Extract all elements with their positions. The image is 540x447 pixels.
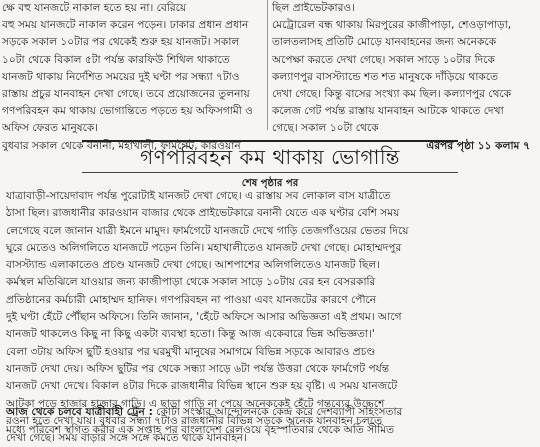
text-line: বুধবার সকাল থেকে বনানী, মহাখালী, ফার্মগেট, কারওয়ান <box>2 139 241 152</box>
text-line: যানজট দেখা দেখে। বিকাল ৪টার দিকে রাজধানীর বিভিন্ন স্থানে শুরু হয় বৃষ্টি। এ সময় যানজটে <box>6 380 398 393</box>
text-line: তালতলাসহ প্রতিটি মোড়ে যানবাহনের জন্য অনেককে <box>272 36 497 49</box>
text-line: গেছে। সকাল ১০টা থেকে <box>272 122 379 135</box>
text-line: মধ্যে পরিবেশ স্থগিত করার এক সপ্তাহ পর বাংলাদেশ রেলওয়ে বৃহস্পতিবার থেকে অতি সীমিত <box>6 423 395 436</box>
text-line: ছিল প্রাইভেটকারও। <box>272 2 356 14</box>
snippet-lead: আজ থেকে চলবে যাত্রীবাহী ট্রেন : <box>6 406 153 418</box>
text-line: ক্ষে বহু যানজটে নাকাল হতে হয় না। বেরিয়ে <box>2 2 187 14</box>
text-line: বেলা ৩টায় অফিস ছুটি হওয়ার পর ঘরমুখী মানুষের সমাগমে বিভিন্ন সড়কে আবারও প্রচণ্ড <box>6 345 376 358</box>
top-right-column <box>272 0 538 155</box>
text-line: প্রতিষ্ঠানের কর্মচারী মোহাম্মদ হানিফ। গণপরিবহন না পাওয়া এবং যানজটের কারণে পৌনে <box>6 293 377 306</box>
text-line <box>6 404 536 422</box>
text-line: কল্যাণপুর বাসস্ট্যান্ডে শত শত মানুষকে দাঁড়িয়ে থাকতে <box>272 70 499 83</box>
continued-from-label: শেষ পৃষ্ঠার পর <box>241 178 299 189</box>
text-line: সড়কে সকাল ১০টার পর থেকেই শুরু হয় যানজট। সকাল <box>2 36 240 49</box>
text-line: যানজট থাকলেও কিছু না কিছু একটা ব্যবস্থা হতো। কিন্তু আজ একেবারে ভিন্ন অভিজ্ঞতা।' <box>6 328 375 341</box>
snippet-text: কোটা সংস্কার আন্দোলনকে কেন্দ্র করে দেশব্যাপী সহিংসতার <box>152 406 403 418</box>
text-line: বাসস্ট্যান্ড এলাকাতেও প্রচণ্ড যানজট দেখা গেছে। আশপাশের অলিগলিতেও যানজট ছিল। <box>6 259 381 272</box>
text-line: গণপরিবহন কম থাকায় ভোগান্তিতে পড়তে হয় অফিসগামী ও <box>2 105 253 118</box>
text-line: রাস্তায় প্রচুর যানবাহন দেখা গেছে। তবে প্রয়োজনের তুলনায় <box>2 88 250 101</box>
text-line: কর্মস্থল মতিঝিলে যাওয়ার জন্য কাজীপাড়া থেকে সকাল সাড়ে ১০টায় বের হন বেসরকারি <box>6 276 376 289</box>
text-line: আটকা পড়ে হাজার হাজার গাড়ি। এ ছাড়া গাড়ি না পেয়ে অনেককেই হেঁটে গন্তব্যের উদ্দেশে <box>6 397 385 410</box>
text-line: যাত্রাবাড়ী-সায়েদাবাদ পর্যন্ত পুরোটাই যানজট দেখা গেছে। এ রাস্তায় সব লোকাল বাস যাত্রীতে <box>6 190 391 202</box>
train-news-snippet <box>6 404 536 439</box>
text-line: ১০টা থেকে বিকাল ৫টা পর্যন্ত কারফিউ শিথিল থাকাতে <box>2 53 230 66</box>
text-line: ঘুরে মেতেও অলিগলিতে যানজটে পড়েন তিনি। মহাখালীতেও যানজট দেখা গেছে। মোহাম্মদপুর <box>6 241 402 254</box>
text-line: অপেক্ষা করতে দেখা গেছে। সকাল সাড়ে ১০টার দিকে <box>272 53 495 66</box>
top-left-column <box>2 0 264 155</box>
text-line: বহু সময় যানজটে নাকাল করেন পড়েন। ঢাকার প্রধান প্রধান <box>2 19 249 32</box>
text-line: মেট্রোরেল বন্ধ থাকায় মিরপুরের কাজীপাড়া, শেওড়াপাড়া, <box>272 19 512 32</box>
text-line: রওনা হতে দেখা যায়। বুধবার সন্ধ্যা ৭টাও রাজধানীর বিভিন্ন সড়কে অনেক যানবাহন চলতে <box>6 414 383 427</box>
top-news-block <box>0 0 540 152</box>
text-line: কলেজ গেট পর্যন্ত রাস্তায় যানবাহন আটকে থাকতে দেখা <box>272 105 504 118</box>
text-line: অফিস ফেরত মানুষকে। <box>2 122 99 135</box>
text-line: দুই ঘণ্টা হেঁটে পৌঁছান অফিসে। তিনি জানান, 'হেঁটে অফিসে আসার অভিজ্ঞতা এই প্রথম। আগে <box>6 311 402 324</box>
article-headline: গণপরিবহন কম থাকায় ভোগান্তি <box>82 140 458 173</box>
text-line: ঠাসা ছিল। রাজধানীর কারওয়ান বাজার থেকে প্রাইভেটকারে বনানী যেতে এক ঘণ্টার বেশি সময় <box>6 207 400 220</box>
text-line: দেখা গেছে। কিন্তু বাসের সংখ্যা কম ছিল। কল্যাণপুর থেকে <box>272 88 512 101</box>
text-line: লেগেছে বলে জানান যাত্রী ইমনে মামুদ। ফার্মগেটে যানজটে দেখে গাড়ি তেজগাঁওয়ের ভেতর দিয়ে <box>6 224 409 237</box>
text-line: যানজট থাকায় নির্দেশিত সময়ের দুই ঘণ্টা পর সন্ধ্যা ৭টাও <box>2 70 240 83</box>
text-line: দেখা গেছে। সময় বাড়ার সঙ্গে সঙ্গে কমতে থাকে যানবাহন। <box>6 432 247 445</box>
continued-on-page-link[interactable]: এরপর পৃষ্ঠা ১১ কলাম ৭ <box>426 139 530 152</box>
column-divider <box>267 0 268 130</box>
text-line: যানজট দেখা দেয়। অফিস ছুটির পর থেকে সন্ধ্যা সাড়ে ৬টা পর্যন্ত উত্তরা থেকে ফার্মগেট পর্যন্ত <box>6 362 390 375</box>
